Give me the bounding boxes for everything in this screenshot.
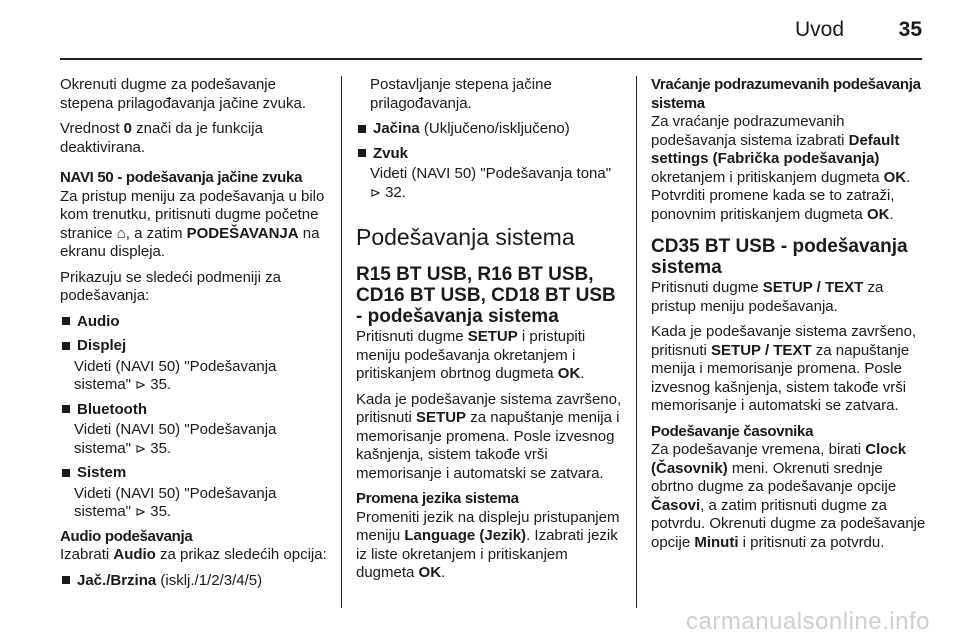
page-ref-icon: ⊳ <box>135 504 147 519</box>
column-3 <box>651 76 926 559</box>
list-item: Bluetooth Videti (NAVI 50) "Podešavanja sistema" ⊳ 35. <box>60 401 332 459</box>
paragraph: Pritisnuti dugme SETUP / TEXT za pristup meniju podešavanja. <box>651 279 884 315</box>
column-divider-2 <box>636 76 637 608</box>
bullet-icon <box>62 576 70 584</box>
bullet-icon <box>62 405 70 413</box>
paragraph: Za podešavanje vremena, birati Clock (Časovnik) meni. Okrenuti srednje obrtno dugme za podešavanje opcije Časovi, a zatim pritisnuti dugme za potvrdu. Okrenuti dugme za podešavanje opcije Minuti i pritisnuti za potvrdu. <box>651 441 926 551</box>
paragraph: Kada je podešavanje sistema završeno, pritisnuti SETUP / TEXT za napuštanje menija i memorisanje promena. Posle izvesnog kašnjenja, sistem takođe vrši memorisanje i automatski se zatvara. <box>651 323 917 414</box>
paragraph: Pritisnuti dugme SETUP i pristupiti meniju podešavanja okretanjem i pritiskanjem obrtnog dugmeta OK. <box>356 328 586 382</box>
paragraph: Postavljanje stepena jačine prilagođavanja. <box>370 76 552 112</box>
section-heading: Podešavanje časovnika <box>651 422 814 440</box>
bullet-icon <box>62 469 70 477</box>
list-item: Audio <box>60 313 332 332</box>
list-item-detail: Videti (NAVI 50) "Podešavanja sistema" ⊳ 35. <box>74 421 277 457</box>
list-item: Jač./Brzina (isklj./1/2/3/4/5) <box>60 572 332 591</box>
paragraph: Vrednost 0 znači da je funkcija deaktivirana. <box>60 120 263 156</box>
column-2 <box>356 76 626 590</box>
list-item: Displej Videti (NAVI 50) "Podešavanja sistema" ⊳ 35. <box>60 337 332 395</box>
home-icon: ⌂ <box>116 224 126 242</box>
list-item: Sistem Videti (NAVI 50) "Podešavanja sistema" ⊳ 35. <box>60 464 332 522</box>
bullet-icon <box>62 342 70 350</box>
page-header-title: Uvod <box>794 18 844 41</box>
list-item-detail: Videti (NAVI 50) "Podešavanja sistema" ⊳ 35. <box>74 357 277 393</box>
paragraph: Promeniti jezik na displeju pristupanjem meniju Language (Jezik). Izabrati jezik iz liste okretanjem i pritiskanjem dugmeta OK. <box>356 508 620 581</box>
page-number: 35 <box>898 18 922 41</box>
paragraph: Okrenuti dugme za podešavanje stepena prilagođavanja jačine zvuka. <box>60 76 306 112</box>
watermark: carmanualsonline.info <box>686 608 930 635</box>
column-1 <box>60 76 332 596</box>
subsection-title: R15 BT USB, R16 BT USB, CD16 BT USB, CD18 BT USB - podešavanja sistema <box>356 264 616 327</box>
list-item-detail: Videti (NAVI 50) "Podešavanja sistema" ⊳ 35. <box>74 484 277 520</box>
section-heading: Audio podešavanja <box>60 527 193 545</box>
page-ref-icon: ⊳ <box>135 440 147 456</box>
bullet-icon <box>358 149 366 157</box>
section-heading: Vraćanje podrazumevanih podešavanja sistema <box>651 76 921 112</box>
column-divider-1 <box>341 76 342 608</box>
list-item: Zvuk Videti (NAVI 50) "Podešavanja tona" ⊳ 32. <box>356 145 626 203</box>
paragraph: Za pristup meniju za podešavanja u bilo kom trenutku, pritisnuti dugme početne stranice ⌂, a zatim PODEŠAVANJA na ekranu displeja. <box>60 187 325 260</box>
section-title: Podešavanja sistema <box>356 224 575 250</box>
subsection-title: CD35 BT USB - podešavanja sistema <box>651 236 908 278</box>
paragraph: Prikazuju se sledeći podmeniji za podešavanja: <box>60 268 281 304</box>
bullet-icon <box>358 125 366 133</box>
paragraph: Za vraćanje podrazumevanih podešavanja sistema izabrati Default settings (Fabrička podešavanja) okretanjem i pritiskanjem dugmeta OK. Potvrditi promene kada se to zatraži, ponovnim pritiskanjem dugmeta OK. <box>651 113 911 223</box>
list-item-detail: Videti (NAVI 50) "Podešavanja tona" ⊳ 32. <box>370 165 612 201</box>
paragraph: Kada je podešavanje sistema završeno, pritisnuti SETUP za napuštanje menija i memorisanje promena. Posle izvesnog kašnjenja, sistem takođe vrši memorisanje i automatski se zatvara. <box>356 390 622 482</box>
list-item: Jačina (Uključeno/isključeno) <box>356 120 626 139</box>
section-heading: Promena jezika sistema <box>356 490 519 507</box>
header-divider <box>60 58 922 60</box>
page-ref-icon: ⊳ <box>370 184 381 200</box>
bullet-icon <box>62 317 70 325</box>
page-ref-icon: ⊳ <box>135 377 147 392</box>
section-heading: NAVI 50 - podešavanja jačine zvuka <box>60 169 303 186</box>
paragraph: Izabrati Audio za prikaz sledećih opcija: <box>60 546 327 563</box>
